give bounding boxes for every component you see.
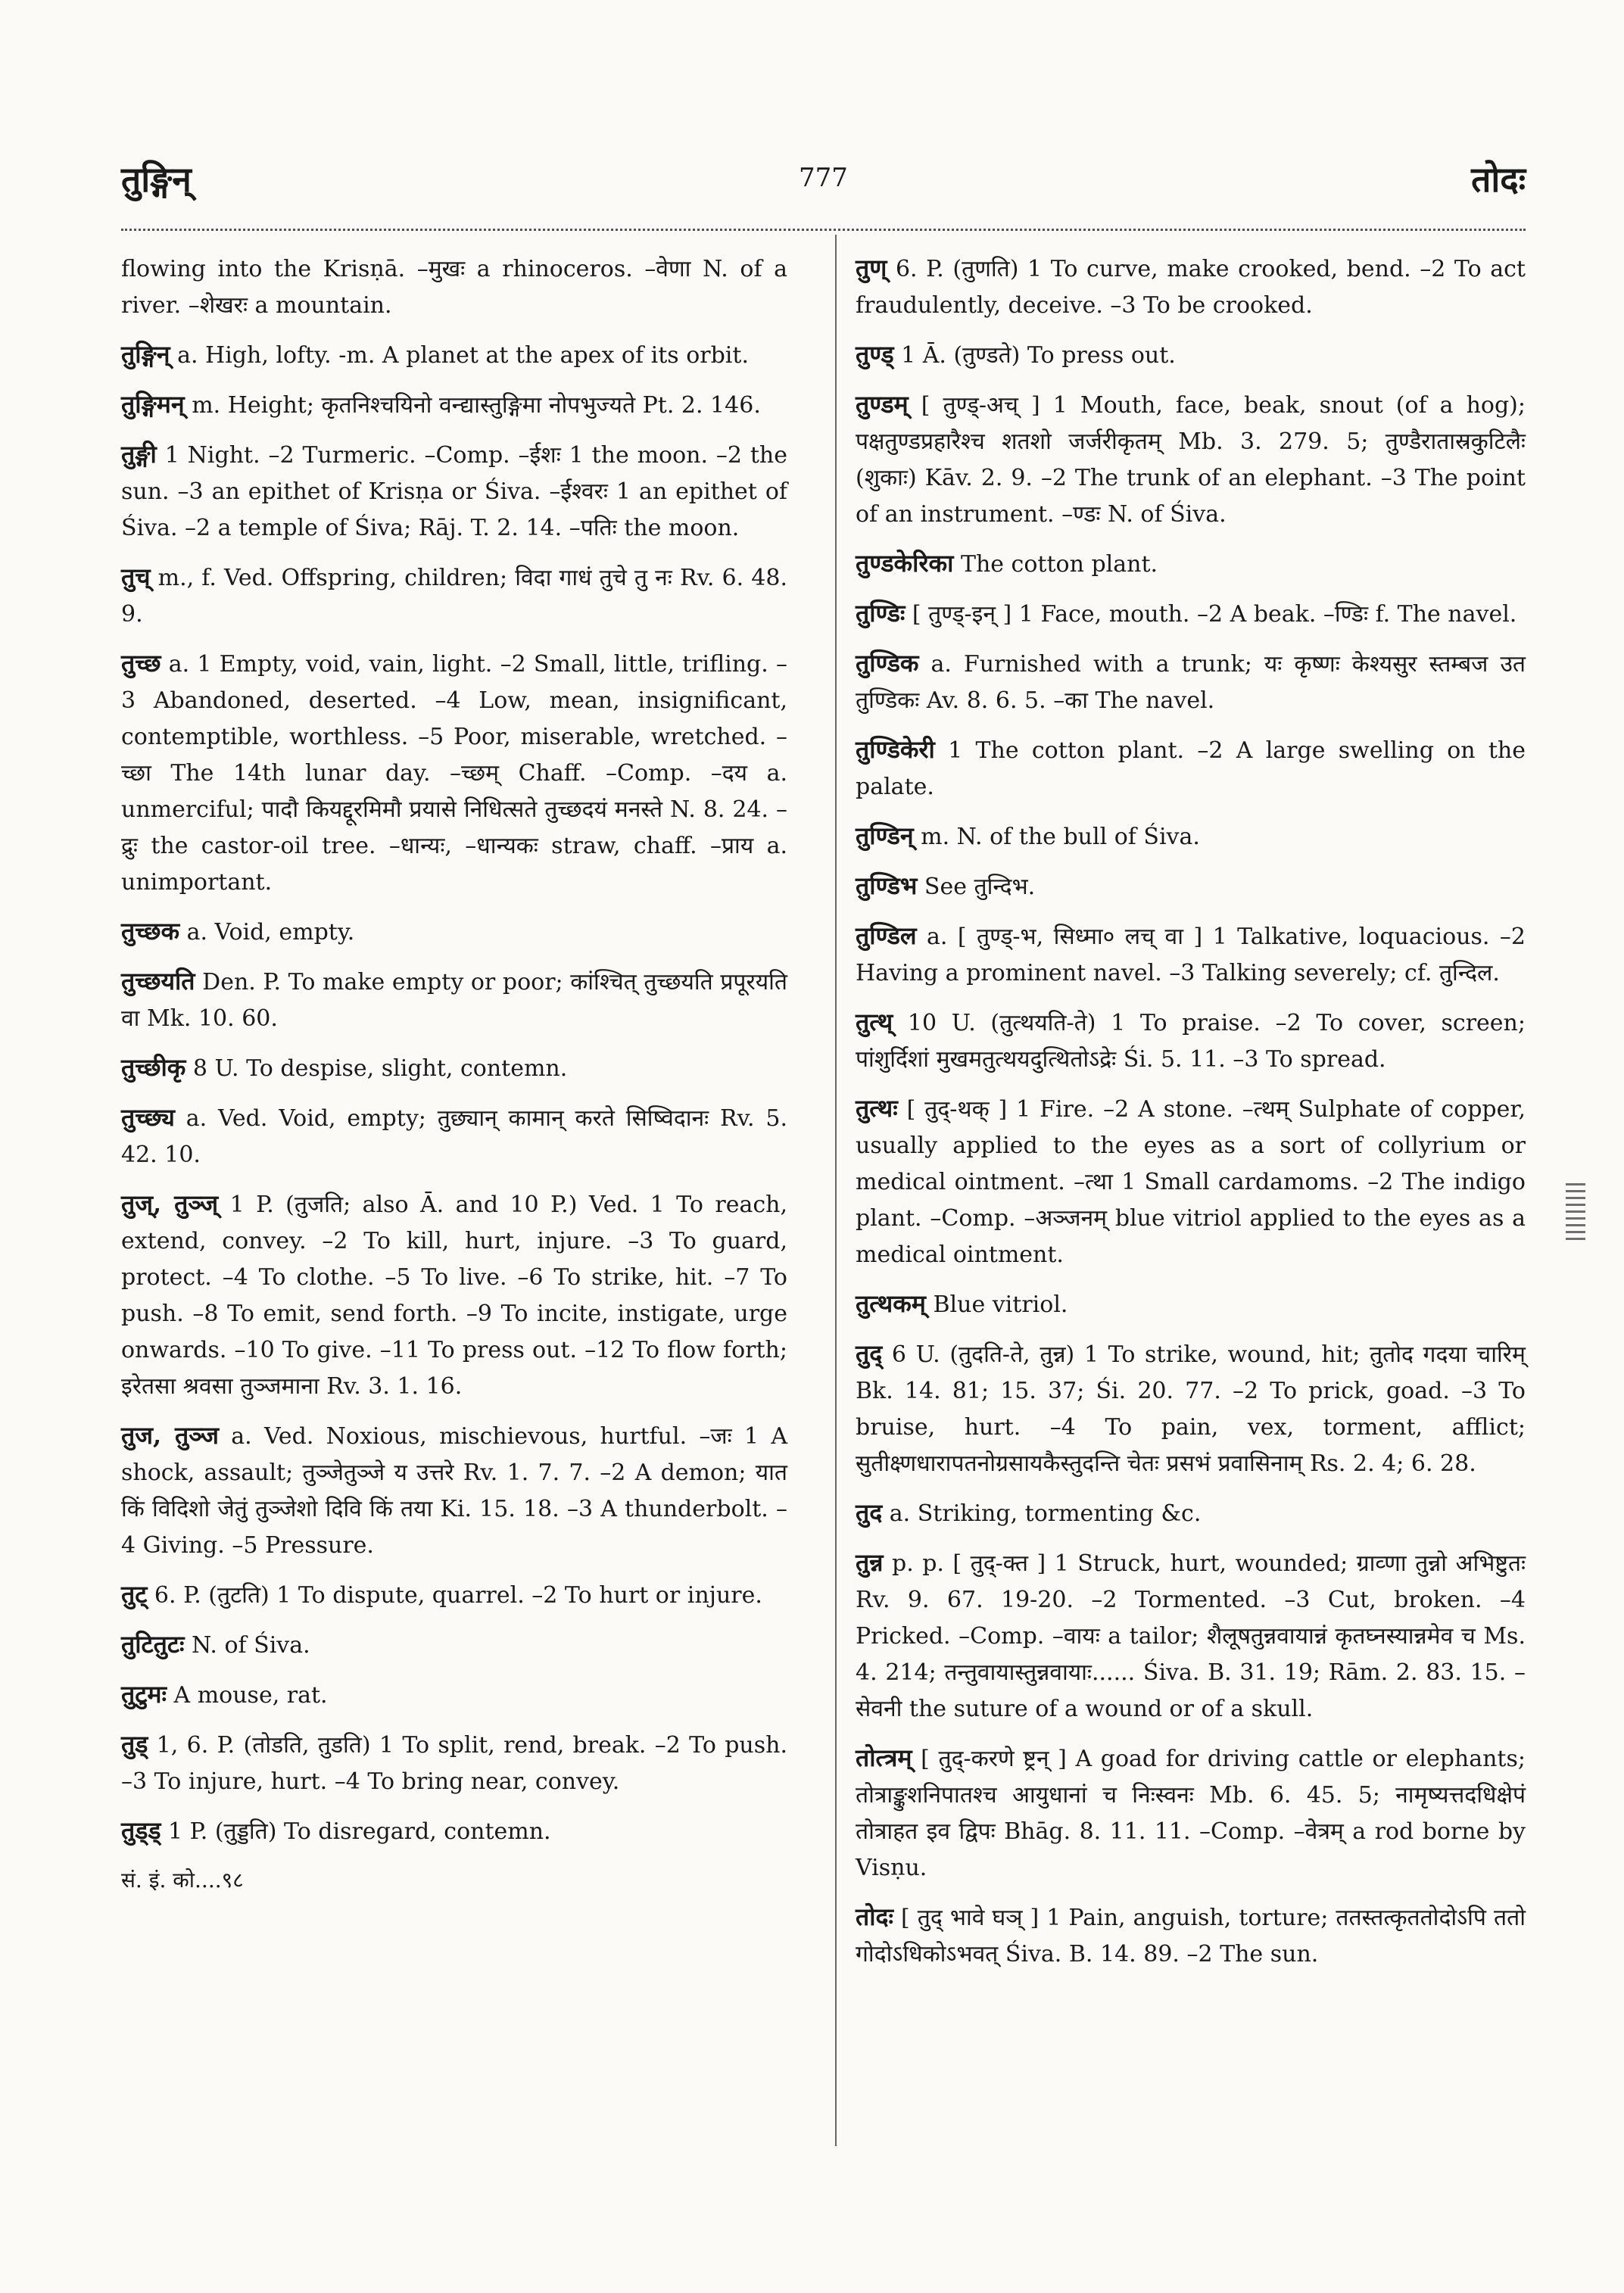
entry-definition: [ तुद्-करणे ष्ट्रन् ] A goad for driving cattle or elephants; तोत्राङ्कुशनिपातश्च आयुधानां च निःस्वनः Mb. 6. 45. 5; नामृष्यत्तदधिक्षेपं तोत्राहत इव द्विपः Bhāg. 8. 11. 11. –Comp. –वेत्रम् a rod borne by Visṇu. (856, 1746, 1526, 1881)
entry-headword: तुङ्गिन् (121, 340, 170, 369)
dictionary-entry (121, 963, 787, 1037)
dictionary-entry (856, 595, 1526, 633)
entry-definition: 1, 6. P. (तोडति, तुडति) 1 To split, rend, break. –2 To push. –3 To injure, hurt. –4 To bring near, convey. (121, 1732, 787, 1795)
dictionary-entry (856, 1544, 1526, 1728)
dictionary-entry (121, 1626, 787, 1664)
entry-definition: flowing into the Krisṇā. –मुखः a rhinoceros. –वेणा N. of a river. –शेखरः a mountain. (121, 256, 787, 319)
dictionary-entry (121, 336, 787, 374)
entry-headword: तुण्डिन् (856, 821, 914, 850)
dictionary-entry (856, 918, 1526, 992)
dictionary-entry (856, 1494, 1526, 1532)
right-guide-word: तोदः (1471, 159, 1526, 200)
entry-definition: m. N. of the bull of Śiva. (921, 824, 1200, 850)
entry-headword: तुज्, तुञ्ज् (121, 1189, 219, 1218)
dictionary-entry (121, 1185, 787, 1405)
dictionary-entry (856, 336, 1526, 374)
entry-definition: Den. P. To make empty or poor; कांश्चित् तुच्छयति प्रपूरयति वा Mk. 10. 60. (121, 969, 788, 1032)
dictionary-entry (856, 1740, 1526, 1886)
dictionary-entry (121, 1576, 787, 1614)
dictionary-entry (856, 645, 1526, 719)
signature-mark: सं. इं. को....९८ (121, 1868, 244, 1893)
dictionary-entry (121, 386, 787, 424)
dictionary-entry (856, 818, 1526, 855)
dictionary-entry (121, 559, 787, 633)
entry-definition: 1 Night. –2 Turmeric. –Comp. –ईशः 1 the moon. –2 the sun. –3 an epithet of Krisṇa or Śiva. –ईश्वरः 1 an epithet of Śiva. –2 a temple of Śiva; Rāj. T. 2. 14. –पतिः the moon. (121, 442, 787, 541)
dictionary-entry (121, 1099, 787, 1173)
entry-headword: तुद् (856, 1339, 883, 1368)
entry-headword: तुद (856, 1498, 883, 1527)
entry-headword: तुच्छक (121, 917, 180, 946)
dictionary-entry (856, 250, 1526, 324)
dictionary-entry (856, 1090, 1526, 1273)
dictionary-entry (856, 1285, 1526, 1323)
page-number: 777 (799, 163, 848, 193)
entry-headword: तुङ्गी (121, 440, 157, 469)
entry-definition: m. Height; कृतनिश्चयिनो वन्द्यास्तुङ्गिमा नोपभुज्यते Pt. 2. 146. (192, 392, 761, 419)
entry-headword: तुण्डिः (856, 599, 906, 628)
entry-definition: a. Void, empty. (186, 919, 355, 946)
entry-definition: Blue vitriol. (933, 1291, 1068, 1318)
entry-headword: तुच्छीकृ (121, 1053, 186, 1082)
dictionary-entry (121, 1049, 787, 1087)
entry-headword: तुण्डिभ (856, 871, 918, 900)
entry-definition: a. [ तुण्ड्-भ, सिध्मा० लच् वा ] 1 Talkative, loquacious. –2 Having a prominent navel. –3 Talking severely; cf. तुन्दिल. (856, 924, 1526, 986)
dictionary-entry (856, 1899, 1526, 1973)
entry-definition: [ तुण्ड्-अच् ] 1 Mouth, face, beak, snout (of a hog); पक्षतुण्डप्रहारैश्च शतशो जर्जरीकृतम् Mb. 3. 279. 5; तुण्डैरातास्रकुटिलैः (शुकाः) Kāv. 2. 9. –2 The trunk of an elephant. –3 The point of an instrument. –ण्डः N. of Śiva. (856, 392, 1526, 528)
entry-definition: a. Ved. Noxious, mischievous, hurtful. –जः 1 A shock, assault; तुञ्जेतुञ्जे य उत्तरे Rv. 1. 7. 7. –2 A demon; यात किं विदिशो जेतुं तुञ्जेशो दिवि किं तया Ki. 15. 18. –3 A thunderbolt. –4 Giving. –5 Pressure. (121, 1423, 788, 1559)
entry-headword: तुट् (121, 1580, 148, 1609)
entry-definition: [ तुद्-थक् ] 1 Fire. –2 A stone. –त्थम् Sulphate of copper, usually applied to the eyes as a sort of collyrium or medical ointment. –त्था 1 Small cardamoms. –2 The indigo plant. –Comp. –अञ्जनम् blue vitriol applied to the eyes as a medical ointment. (856, 1096, 1526, 1268)
entry-headword: तुन्न (856, 1548, 884, 1577)
dictionary-entry (121, 1726, 787, 1800)
right-column (856, 250, 1526, 1985)
entry-headword: तुड् (121, 1730, 148, 1759)
entry-definition: a. High, lofty. -m. A planet at the apex of its orbit. (177, 342, 749, 369)
entry-headword: तुत्थ् (856, 1008, 893, 1036)
dictionary-entry (121, 1812, 787, 1850)
entry-definition: N. of Śiva. (192, 1632, 310, 1659)
entry-headword: तोत्त्रम् (856, 1743, 912, 1772)
entry-definition: m., f. Ved. Offspring, children; विदा गाधं तुचे तु नः Rv. 6. 48. 9. (121, 565, 787, 628)
entry-definition: 6. P. (तुणति) 1 To curve, make crooked, bend. –2 To act fraudulently, deceive. –3 To be crooked. (856, 256, 1526, 319)
entry-definition: a. Ved. Void, empty; तुछ्यान् कामान् करते सिष्विदानः Rv. 5. 42. 10. (121, 1105, 787, 1168)
entry-headword: तुच् (121, 562, 151, 591)
dictionary-entry (121, 1417, 787, 1564)
dictionary-entry (121, 913, 787, 951)
dictionary-entry (121, 1676, 787, 1714)
entry-headword: तुच्छ्य (121, 1103, 175, 1132)
dictionary-entry (856, 1004, 1526, 1078)
entry-headword: तुङ्गिमन् (121, 390, 185, 419)
entry-headword: तुटुमः (121, 1680, 167, 1709)
entry-definition: 8 U. To despise, slight, contemn. (192, 1055, 568, 1082)
page-header (121, 155, 1526, 223)
entry-definition: 10 U. (तुत्थयति-ते) 1 To praise. –2 To cover, screen; पांशुर्दिशां मुखमतुत्थयदुत्थितोऽद्रेः Śi. 5. 11. –3 To spread. (856, 1010, 1526, 1073)
entry-definition: a. Furnished with a trunk; यः कृष्णः केश्यसुर स्तम्बज उत तुण्डिकः Av. 8. 6. 5. –का The navel. (856, 651, 1526, 714)
margin-thumb-index (1566, 1181, 1585, 1240)
entry-definition: A mouse, rat. (173, 1682, 328, 1709)
dictionary-entry (856, 545, 1526, 583)
entry-definition: a. Striking, tormenting &c. (889, 1500, 1202, 1527)
entry-headword: तुण्डिकेरी (856, 735, 935, 764)
entry-headword: तुत्थकम् (856, 1289, 926, 1318)
entry-definition: 6 U. (तुदति-ते, तुन्न) 1 To strike, wound, hit; तुतोद गदया चारिम् Bk. 14. 81; 15. 37; Śi. 20. 77. –2 To prick, goad. –3 To bruise, hurt. –4 To pain, vex, torment, afflict; सुतीक्ष्णधारापतनोग्रसायकैस्तुदन्ति चेतः प्रसभं प्रवासिनाम् Rs. 2. 4; 6. 28. (856, 1341, 1526, 1477)
dictionary-entry (121, 645, 787, 901)
entry-headword: तुण्डिल (856, 921, 917, 950)
entry-headword: तोदः (856, 1902, 893, 1931)
entry-headword: तुण् (856, 254, 887, 282)
dictionary-entry (856, 386, 1526, 533)
entry-headword: तुटितुटः (121, 1630, 185, 1659)
entry-headword: तुण्डिक (856, 649, 919, 678)
entry-headword: तुड्ड् (121, 1816, 161, 1845)
entry-definition: 1 P. (तुजति; also Ā. and 10 P.) Ved. 1 To reach, extend, convey. –2 To kill, hurt, injure. –3 To guard, protect. –4 To clothe. –5 To live. –6 To strike, hit. –7 To push. –8 To emit, send forth. –9 To incite, instigate, urge onwards. –10 To give. –11 To press out. –12 To flow forth; इरेतसा श्रवसा तुञ्जमाना Rv. 3. 1. 16. (121, 1192, 787, 1400)
left-guide-word: तुङ्गिन् (121, 159, 192, 200)
header-rule (121, 229, 1526, 231)
entry-headword: तुत्थः (856, 1094, 898, 1123)
entry-headword: तुच्छ (121, 649, 161, 678)
dictionary-entry (856, 1335, 1526, 1482)
entry-definition: The cotton plant. (960, 551, 1158, 578)
entry-definition: [ तुद् भावे घञ् ] 1 Pain, anguish, torture; ततस्तत्कृततोदोऽपि ततो गोदोऽधिकोऽभवत् Śiva. B. 14. 89. –2 The sun. (856, 1905, 1526, 1967)
entry-definition: a. 1 Empty, void, vain, light. –2 Small, little, trifling. –3 Abandoned, deserted. –4 Low, mean, insignificant, contemptible, worthless. –5 Poor, miserable, wretched. –च्छा The 14th lunar day. –च्छम् Chaff. –Comp. –दय a. unmerciful; पादौ कियद्दूरमिमौ प्रयासे निधित्सते तुच्छदयं मनस्ते N. 8. 24. –द्रुः the castor-oil tree. –धान्यः, –धान्यकः straw, chaff. –प्राय a. unimportant. (121, 651, 787, 896)
entry-definition: See तुन्दिभ. (924, 874, 1036, 900)
entry-headword: तुण्डम् (856, 390, 909, 419)
entry-definition: 6. P. (तुटति) 1 To dispute, quarrel. –2 To hurt or injure. (154, 1582, 762, 1609)
entry-headword: तुच्छयति (121, 967, 195, 995)
left-column (121, 250, 787, 1899)
column-divider (835, 235, 837, 2146)
entry-headword: तुज, तुञ्ज (121, 1421, 219, 1450)
entry-headword: तुण्ड् (856, 340, 894, 369)
dictionary-entry (856, 868, 1526, 905)
entry-definition: 1 Ā. (तुण्डते) To press out. (901, 342, 1176, 369)
dictionary-entry (121, 250, 787, 324)
entry-definition: p. p. [ तुद्-क्त ] 1 Struck, hurt, wounded; ग्राव्णा तुन्नो अभिष्टुतः Rv. 9. 67. 19-20. –2 Tormented. –3 Cut, broken. –4 Pricked. –Comp. –वायः a tailor; शैलूषतुन्नवायान्नं कृतघ्नस्यान्नमेव च Ms. 4. 214; तन्तुवायास्तुन्नवायाः...... Śiva. B. 31. 19; Rām. 2. 83. 15. –सेवनी the suture of a wound or of a skull. (856, 1550, 1526, 1722)
entry-headword: तुण्डकेरिका (856, 549, 954, 578)
entry-definition: [ तुण्ड्-इन् ] 1 Face, mouth. –2 A beak. –ण्डिः f. The navel. (912, 601, 1517, 628)
entry-definition: 1 The cotton plant. –2 A large swelling on the palate. (856, 737, 1526, 800)
entry-definition: 1 P. (तुड्डति) To disregard, contemn. (168, 1818, 551, 1845)
dictionary-entry (121, 436, 787, 547)
dictionary-entry (856, 731, 1526, 805)
